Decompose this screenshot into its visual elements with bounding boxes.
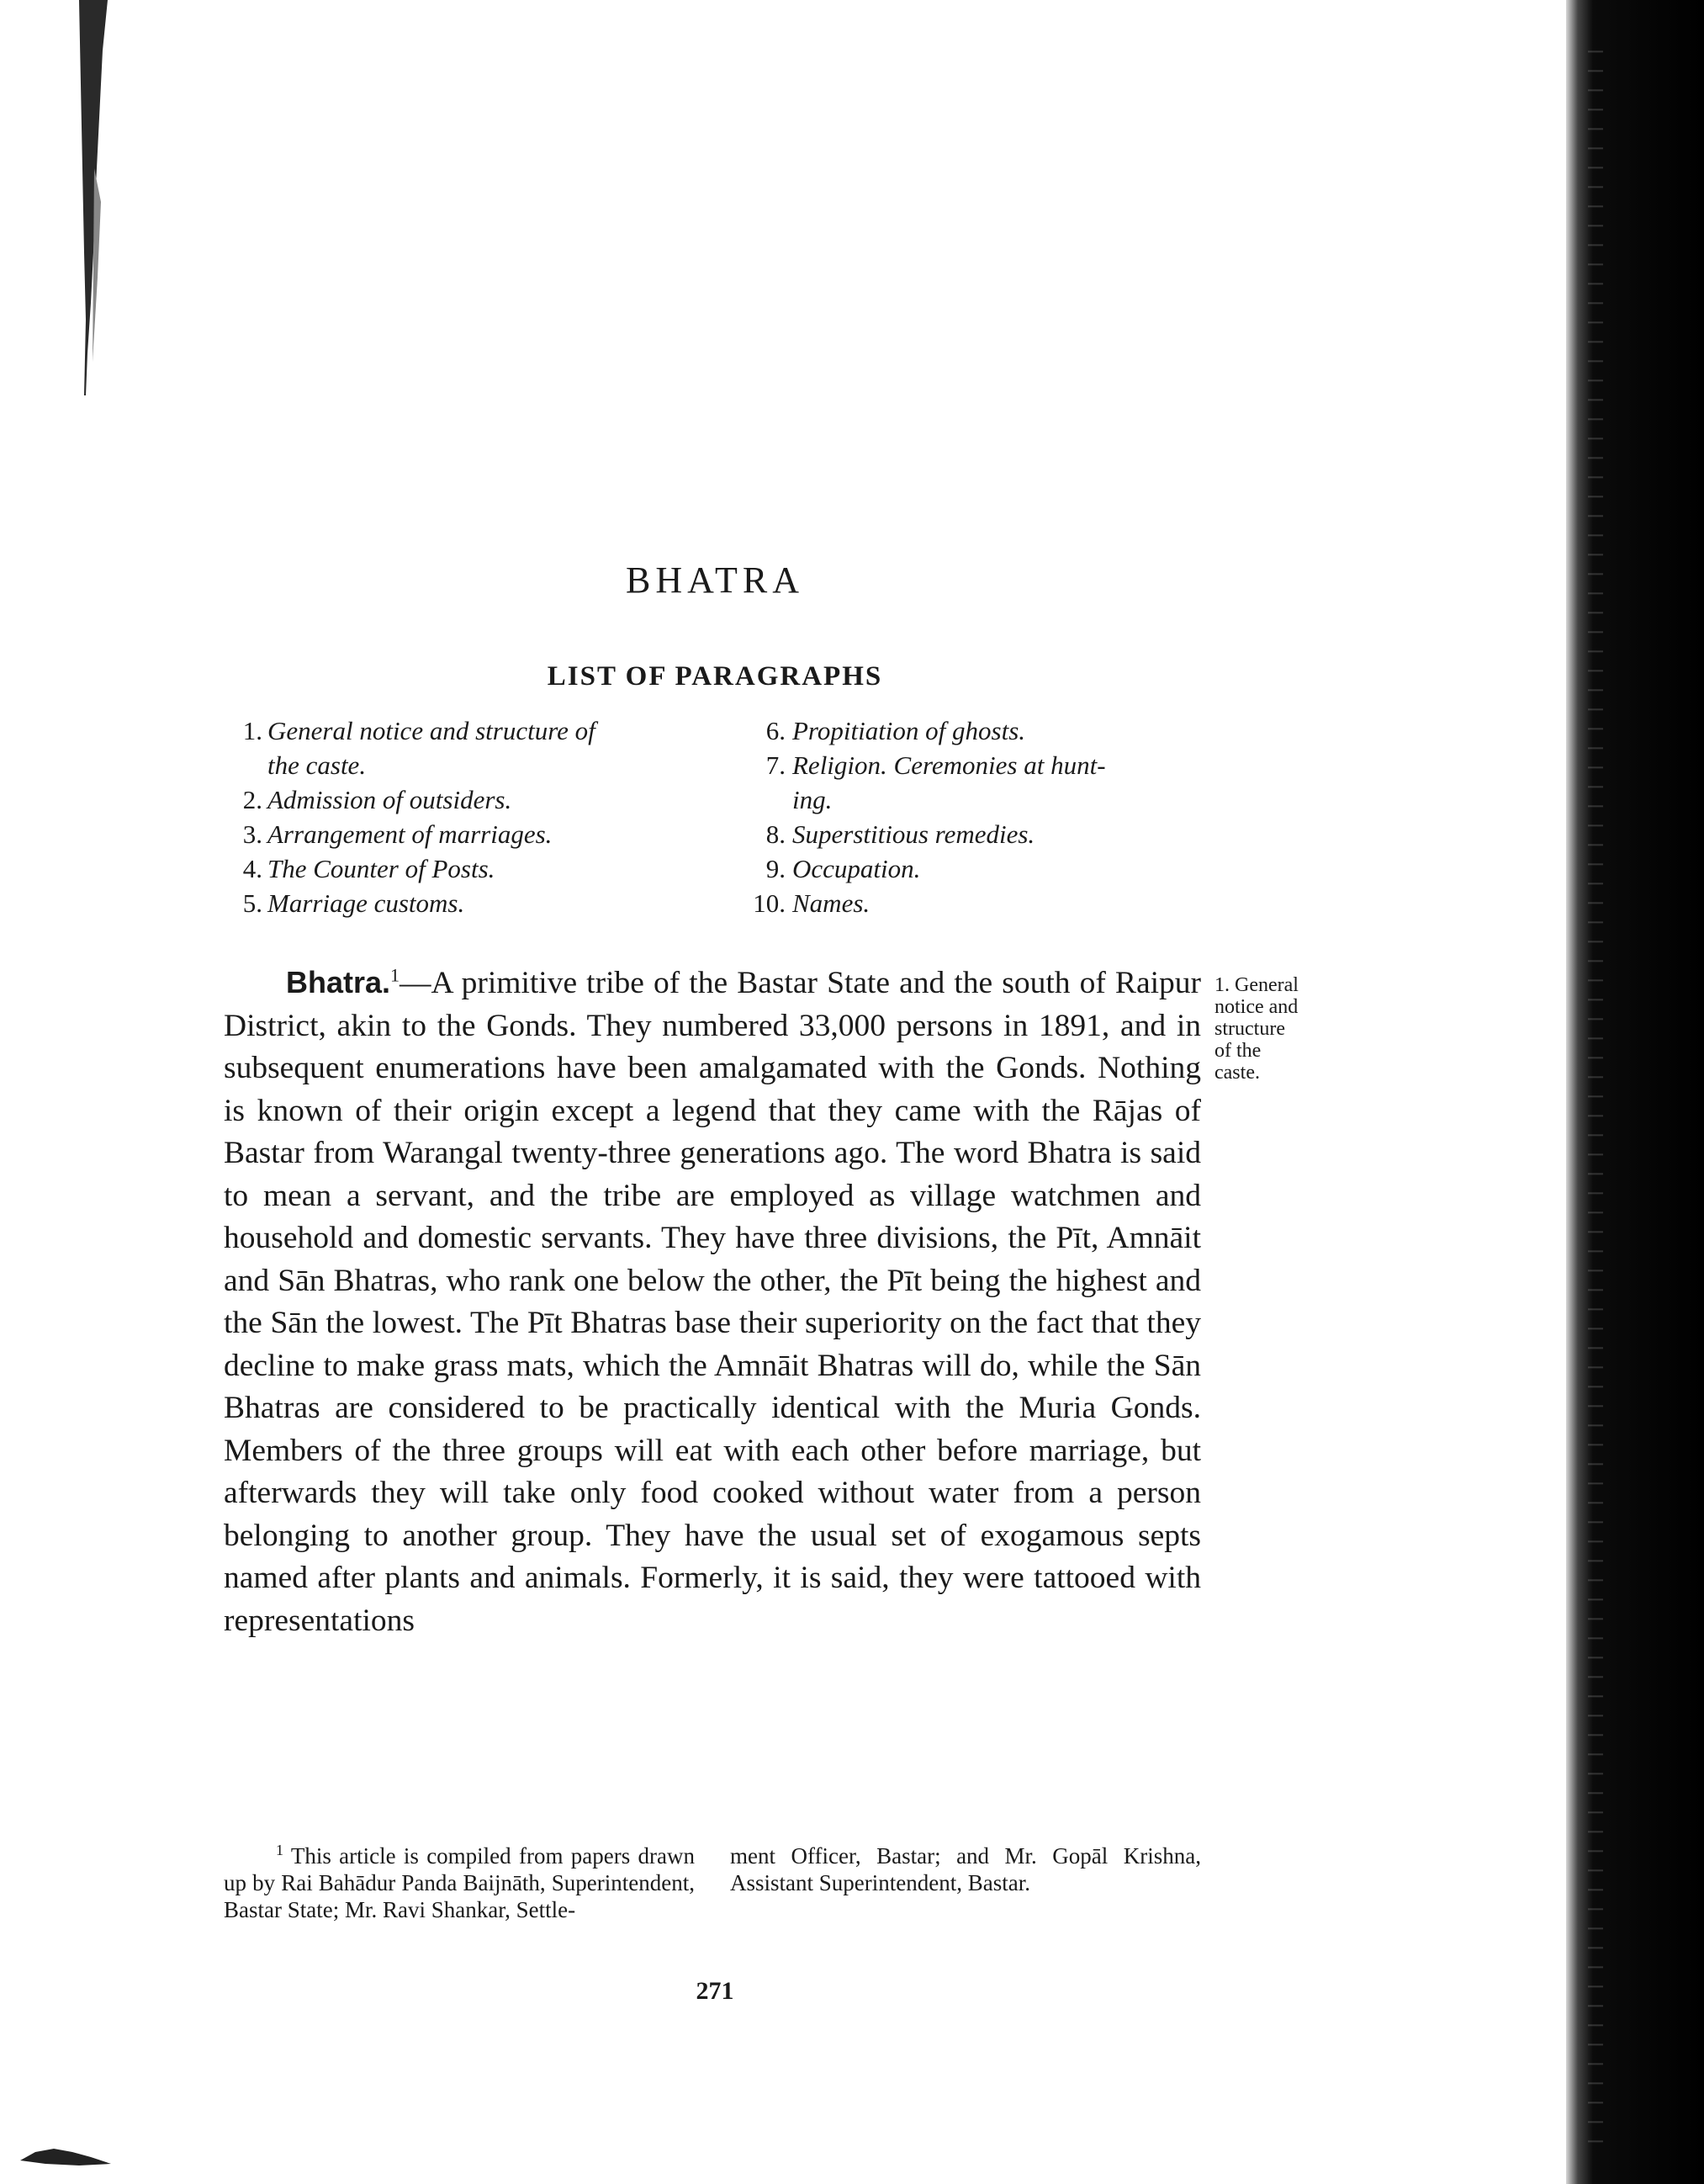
marginal-note-line: of the xyxy=(1214,1040,1262,1062)
toc-item-number: 6. xyxy=(765,716,786,745)
toc-item xyxy=(730,851,1218,886)
toc-item xyxy=(730,886,1218,920)
toc-item xyxy=(730,713,1218,748)
marginal-note-line: notice and xyxy=(1214,996,1299,1018)
footnote-text-a: This article is compiled from papers drawn up by Rai Bahādur Panda Baijnāth, Superintendent, Bastar State; Mr. Ravi Shankar, Settle- xyxy=(224,1843,696,1922)
toc-item-number: 7. xyxy=(765,750,786,780)
page-edge-streaks xyxy=(1588,34,1603,2154)
toc-item xyxy=(730,817,1218,851)
page-number: 271 xyxy=(696,1977,734,2005)
toc-item-label: Marriage customs. xyxy=(267,888,465,918)
marginal-note-line: structure xyxy=(1214,1018,1285,1040)
toc-item xyxy=(220,886,725,920)
footnote-column-b xyxy=(730,1842,1201,1896)
toc-item-number: 9. xyxy=(765,854,786,883)
section-heading: LIST OF PARAGRAPHS xyxy=(547,661,883,692)
scan-artifact-left xyxy=(77,0,111,395)
body-paragraph xyxy=(224,962,1201,1642)
paragraph-list-right xyxy=(730,713,1218,920)
toc-item-label: Religion. Ceremonies at hunt- xyxy=(792,750,1106,780)
body-text: —A primitive tribe of the Bastar State and the south of Raipur District, akin to the Gonds. They numbered 33,000 persons in 1891, and in subsequent enumerations have been amalgamated with the Gonds. Nothing is known of their origin except a legend that they came with the Rājas of Bastar from Warangal twenty-three generations ago. The word Bhatra is said to mean a servant, and the tribe are employed as village watchmen and household and domestic servants. They have three divisions, the Pīt, Amnāit and Sān Bhatras, who rank one below the other, the Pīt being the highest and the Sān the lowest. The Pīt Bhatras base their superiority on the fact that they decline to make grass mats, which the Amnāit Bhatras will do, while the Sān Bhatras are considered to be practically identical with the Muria Gonds. Members of the three groups will eat with each other before marriage, but afterwards they will take only food cooked without water from a person belonging to another group. They have the usual set of exogamous septs named after plants and animals. Formerly, it is said, they were tattooed with representations xyxy=(224,966,1201,1638)
toc-item-label: Arrangement of marriages. xyxy=(267,819,553,849)
footnote-ref: 1 xyxy=(390,964,400,986)
toc-item-label: ing. xyxy=(792,785,833,814)
lead-term: Bhatra. xyxy=(286,965,391,999)
page-edge-shadow xyxy=(1566,0,1704,2184)
toc-item-number: 2. xyxy=(242,785,262,814)
marginal-note-line: caste. xyxy=(1214,1062,1260,1084)
footnote-mark: 1 xyxy=(276,1842,283,1858)
page-title: BHATRA xyxy=(625,559,805,601)
toc-item-label: Admission of outsiders. xyxy=(267,785,512,814)
toc-item-number: 3. xyxy=(242,819,262,849)
toc-item-label: The Counter of Posts. xyxy=(267,854,495,883)
toc-item-label: General notice and structure of xyxy=(267,716,595,745)
paragraph-list-left xyxy=(220,713,725,920)
footnote-text-b: ment Officer, Bastar; and Mr. Gopāl Krishna, Assistant Superintendent, Bastar. xyxy=(730,1843,1201,1895)
marginal-note xyxy=(1214,974,1349,1084)
toc-item-number: 1. xyxy=(242,716,262,745)
marginal-note-line: 1. General xyxy=(1214,974,1299,996)
toc-item-label: Propitiation of ghosts. xyxy=(792,716,1026,745)
toc-item xyxy=(220,851,725,886)
toc-item-label: Names. xyxy=(792,888,871,918)
toc-item xyxy=(730,748,1218,817)
scan-artifact-corner xyxy=(20,2134,113,2167)
toc-item-label: Superstitious remedies. xyxy=(792,819,1035,849)
toc-item-number: 5. xyxy=(242,888,262,918)
footnote-column-a xyxy=(224,1842,695,1923)
toc-item xyxy=(220,782,725,817)
toc-item-label: Occupation. xyxy=(792,854,921,883)
toc-item-number: 8. xyxy=(765,819,786,849)
toc-item xyxy=(220,817,725,851)
toc-item-number: 4. xyxy=(242,854,262,883)
toc-item xyxy=(220,713,725,782)
toc-item-number: 10. xyxy=(753,888,786,918)
toc-item-label: the caste. xyxy=(267,750,367,780)
